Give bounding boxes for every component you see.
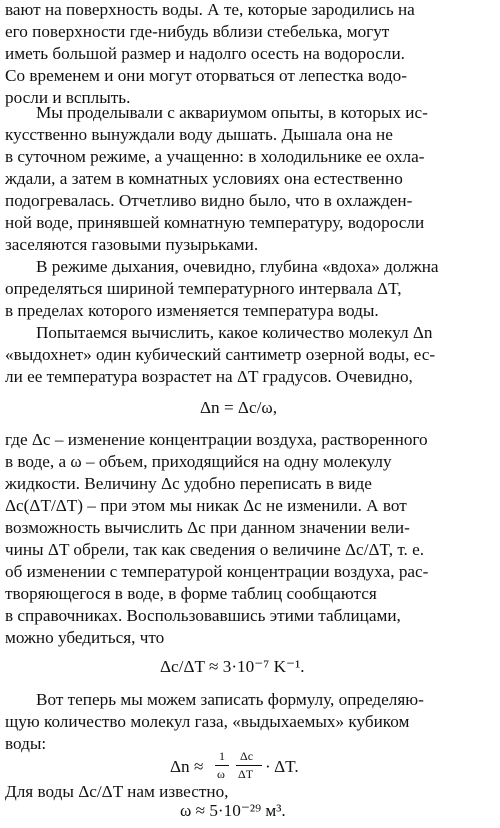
fraction-numerator: Δc	[240, 749, 254, 763]
text-line: в суточном режиме, а учащенно: в холодильнике ее охла-	[5, 147, 425, 166]
text-line: ной воде, принявшей комнатную температуру, водоросли	[5, 213, 425, 232]
text-line: вают на поверхность воды. А те, которые зародились на	[5, 0, 415, 19]
fraction-denominator: ω	[217, 767, 225, 781]
text-line: иметь большой размер и надолго осесть на водоросли.	[5, 44, 405, 63]
text-line: жидкости. Величину Δc удобно переписать в виде	[5, 474, 372, 493]
text-line: Δc(ΔT/ΔT) – при этом мы никак Δc не изменили. А вот	[5, 496, 407, 515]
text-line: можно убедиться, что	[5, 628, 165, 647]
text-line: воды:	[5, 734, 47, 753]
text-line: «выдохнет» один кубический сантиметр озерной воды, ес-	[5, 345, 436, 364]
text-line: его поверхности где-нибудь вблизи стебелька, могут	[5, 22, 390, 41]
text-line: Вот теперь мы можем записать формулу, определяю-	[36, 690, 424, 709]
text-line: щую количество молекул газа, «выдыхаемых» кубиком	[5, 712, 410, 731]
text-line: В режиме дыхания, очевидно, глубина «вдоха» должна	[36, 257, 439, 276]
text-line: в воде, а ω – объем, приходящийся на одну молекулу	[5, 452, 392, 471]
text-line: об изменении с температурой концентрации воздуха, рас-	[5, 562, 429, 581]
fraction-denominator: ΔT	[238, 767, 254, 781]
text-line: ждали, а затем в комнатных условиях она естественно	[5, 169, 403, 188]
text-line: подогревалась. Отчетливо видно было, что в охлажден-	[5, 191, 413, 210]
formula-rhs: · ΔT.	[265, 757, 299, 776]
text-line: творяющегося в воде, в форме таблиц сообщаются	[5, 584, 377, 603]
formula-concentration-gradient: Δc/ΔT ≈ 3·10⁻⁷ K⁻¹.	[160, 657, 305, 676]
text-line: заселяются газовыми пузырьками.	[5, 235, 259, 254]
text-line: Для воды Δc/ΔT нам известно,	[5, 782, 229, 801]
text-line: Попытаемся вычислить, какое количество молекул Δn	[36, 323, 433, 342]
text-line: кусственно вынуждали воду дышать. Дышала она не	[5, 125, 393, 144]
fraction-bar	[236, 765, 262, 766]
formula-delta-n: Δn = Δc/ω,	[200, 398, 277, 417]
text-line: ли ее температура возрастет на ΔT градусов. Очевидно,	[5, 367, 413, 386]
text-line: Мы проделывали с аквариумом опыты, в которых ис-	[36, 103, 428, 122]
text-line: возможность вычислить Δc при данном значении вели-	[5, 518, 410, 537]
text-line: определяться шириной температурного интервала ΔT,	[5, 279, 402, 298]
text-line: где Δc – изменение концентрации воздуха, растворенного	[5, 430, 428, 449]
text-line: в справочниках. Воспользовавшись этими таблицами,	[5, 606, 401, 625]
text-line: чины ΔT обрели, так как сведения о величине Δc/ΔT, т. е.	[5, 540, 425, 559]
fraction-numerator: 1	[219, 749, 225, 763]
formula-lhs: Δn ≈	[170, 757, 204, 776]
text-line: в пределах которого изменяется температура воды.	[5, 301, 379, 320]
text-line: Со временем и они могут оторваться от лепестка водо-	[5, 66, 407, 85]
text-line: росли и всплыть.	[5, 88, 131, 107]
fraction-bar	[215, 765, 229, 766]
formula-volume: ω ≈ 5·10⁻²⁹ м³.	[180, 801, 286, 820]
